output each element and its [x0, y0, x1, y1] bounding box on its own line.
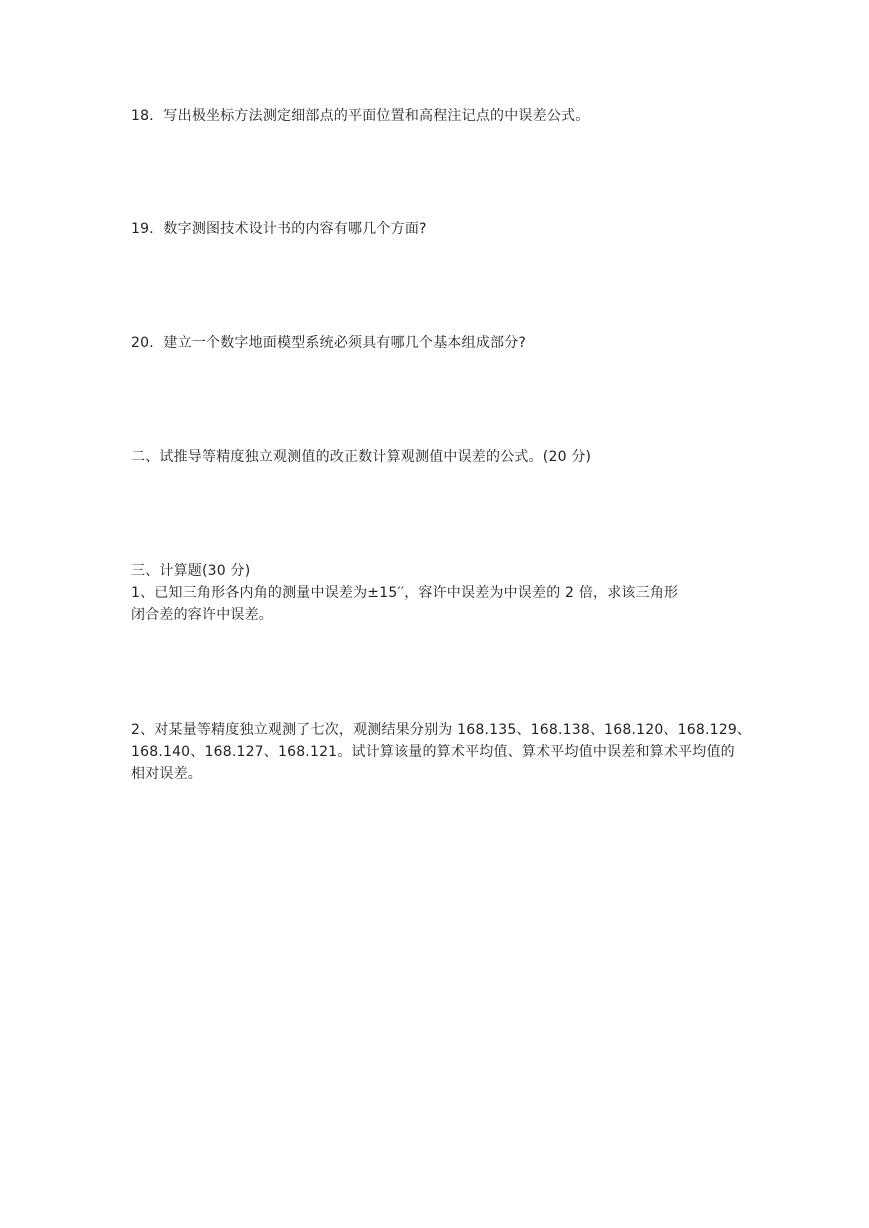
calc-problem-2 [131, 719, 752, 785]
question-20: 20．建立一个数字地面模型系统必须具有哪几个基本组成部分? [131, 335, 527, 351]
question-19: 19．数字测图技术设计书的内容有哪几个方面? [131, 221, 427, 237]
calc-problem-2-line-2: 168.140、168.127、168.121。试计算该量的算术平均值、算术平均值中误差和算术平均值的 [131, 744, 735, 760]
calc-problem-1-line-1: 1、已知三角形各内角的测量中误差为±15′′，容许中误差为中误差的 2 倍，求该三角形 [131, 585, 679, 601]
section-2-question: 二、试推导等精度独立观测值的改正数计算观测值中误差的公式。(20 分) [131, 449, 592, 465]
question-18: 18．写出极坐标方法测定细部点的平面位置和高程注记点的中误差公式。 [131, 108, 590, 124]
calc-problem-1 [131, 582, 741, 626]
section-3-heading: 三、计算题(30 分) [131, 563, 251, 579]
calc-problem-2-line-1: 2、对某量等精度独立观测了七次，观测结果分别为 168.135、168.138、168.120、168.129、 [131, 722, 752, 738]
calc-problem-2-line-3: 相对误差。 [131, 766, 202, 782]
calc-problem-1-line-2: 闭合差的容许中误差。 [131, 607, 273, 623]
